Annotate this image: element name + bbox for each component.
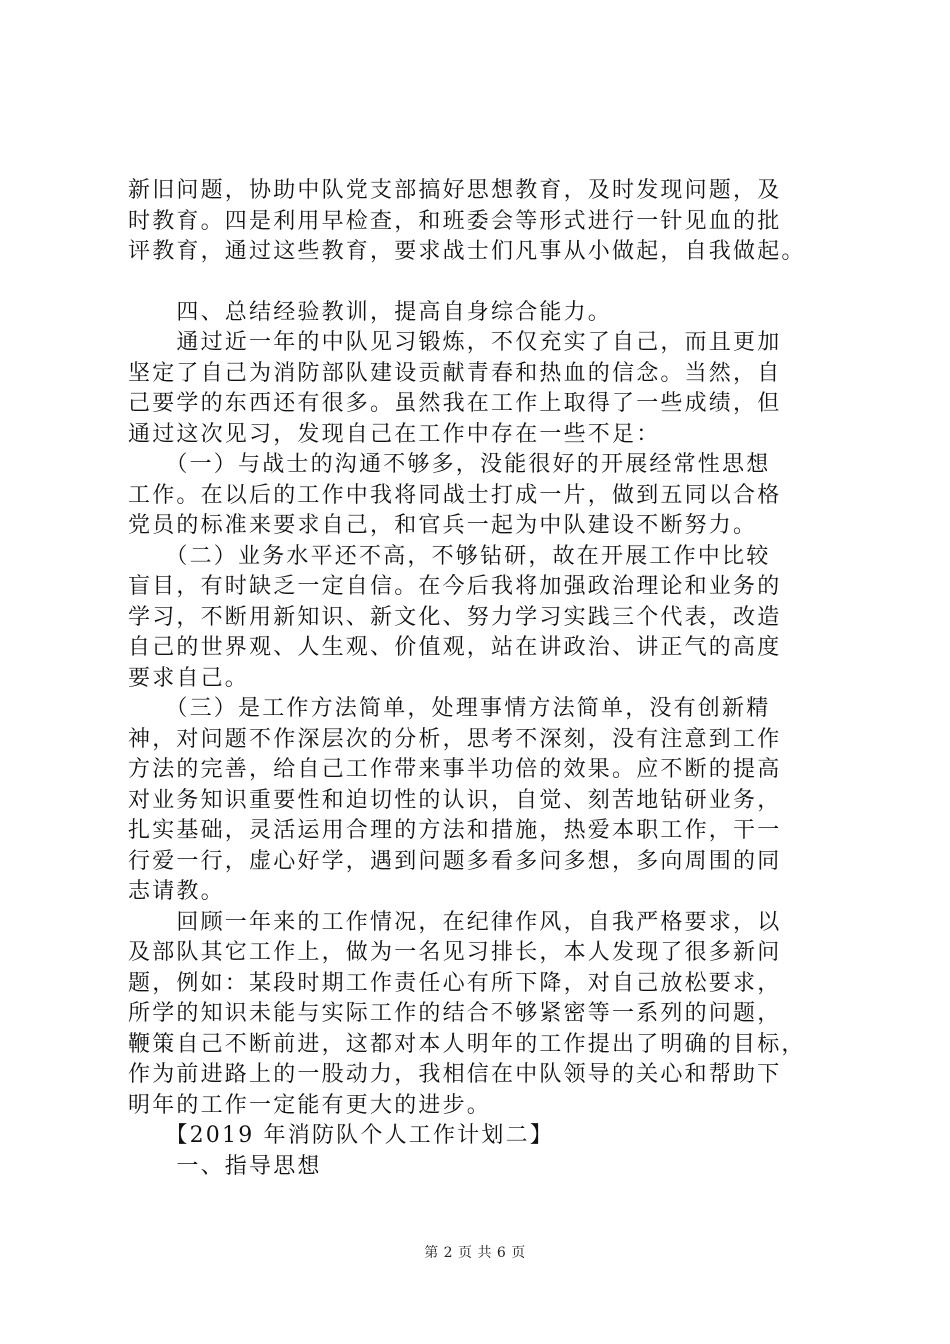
text-line: 通过这次见习，发现自己在工作中存在一些不足： <box>128 421 661 447</box>
text-line: 志请教。 <box>128 879 225 904</box>
text-line: 扎实基础，灵活运用合理的方法和措施，热爱本职工作，干一 <box>128 818 782 843</box>
text-line: 坚定了自己为消防部队建设贡献青春和热血的信念。当然，自 <box>128 360 782 386</box>
text-line: 盲目，有时缺乏一定自信。在今后我将加强政治理论和业务的 <box>128 574 782 599</box>
text-line: 己要学的东西还有很多。虽然我在工作上取得了一些成绩，但 <box>128 391 782 416</box>
document-body <box>128 176 840 1182</box>
section-heading-four <box>128 298 840 329</box>
text-line: （三）是工作方法简单，处理事情方法简单，没有创新精 <box>128 696 771 721</box>
text-line: 及部队其它工作上，做为一名见习排长，本人发现了很多新问 <box>128 940 782 965</box>
text-line: 鞭策自己不断前进，这都对本人明年的工作提出了明确的目标， <box>128 1031 806 1057</box>
text-line: 自己的世界观、人生观、价值观，站在讲政治、讲正气的高度 <box>128 635 782 660</box>
text-line: 【2019 年消防队个人工作计划二】 <box>128 1123 554 1148</box>
paragraph-continuation <box>128 176 840 268</box>
page-number-footer: 第 2 页 共 6 页 <box>424 1245 526 1261</box>
paragraph-gap <box>128 268 840 298</box>
text-line: 对业务知识重要性和迫切性的认识，自觉、刻苦地钻研业务， <box>128 787 782 813</box>
text-line: 学习，不断用新知识、新文化、努力学习实践三个代表，改造 <box>128 604 782 630</box>
paragraph-item-three <box>128 694 840 908</box>
text-line: （一）与战士的沟通不够多，没能很好的开展经常性思想 <box>128 452 771 477</box>
paragraph-experience <box>128 328 840 450</box>
paragraph-item-one <box>128 450 840 542</box>
text-line: 通过近一年的中队见习锻炼，不仅充实了自己，而且更加 <box>128 330 782 355</box>
text-line: 一、指导思想 <box>128 1153 322 1179</box>
text-line: 作为前进路上的一股动力，我相信在中队领导的关心和帮助下 <box>128 1062 782 1087</box>
text-line: 方法的完善，给自己工作带来事半功倍的效果。应不断的提高 <box>128 757 782 782</box>
paragraph-review <box>128 908 840 1122</box>
text-line: 回顾一年来的工作情况，在纪律作风，自我严格要求，以 <box>128 909 782 935</box>
text-line: 神，对问题不作深层次的分析，思考不深刻，没有注意到工作 <box>128 726 782 752</box>
text-line: 所学的知识未能与实际工作的结合不够紧密等一系列的问题， <box>128 1001 782 1026</box>
text-line: 新旧问题，协助中队党支部搞好思想教育，及时发现问题，及 <box>128 178 782 203</box>
text-line: （二）业务水平还不高，不够钻研，故在开展工作中比较 <box>128 543 771 569</box>
text-line: 要求自己。 <box>128 665 250 691</box>
text-line: 党员的标准来要求自己，和官兵一起为中队建设不断努力。 <box>128 513 758 538</box>
text-line: 题，例如：某段时期工作责任心有所下降，对自己放松要求， <box>128 970 782 996</box>
text-line: 行爱一行，虚心好学，遇到问题多看多问多想，多向周围的同 <box>128 848 782 874</box>
paragraph-item-two <box>128 542 840 695</box>
text-line: 工作。在以后的工作中我将同战士打成一片，做到五同以合格 <box>128 482 782 508</box>
text-line: 评教育，通过这些教育，要求战士们凡事从小做起，自我做起。 <box>128 239 806 264</box>
text-line: 明年的工作一定能有更大的进步。 <box>128 1092 492 1118</box>
plan-title <box>128 1121 840 1152</box>
text-line: 时教育。四是利用早检查，和班委会等形式进行一针见血的批 <box>128 208 782 234</box>
section-heading-guiding-thought <box>128 1152 840 1183</box>
text-line: 四、总结经验教训，提高自身综合能力。 <box>128 299 613 325</box>
